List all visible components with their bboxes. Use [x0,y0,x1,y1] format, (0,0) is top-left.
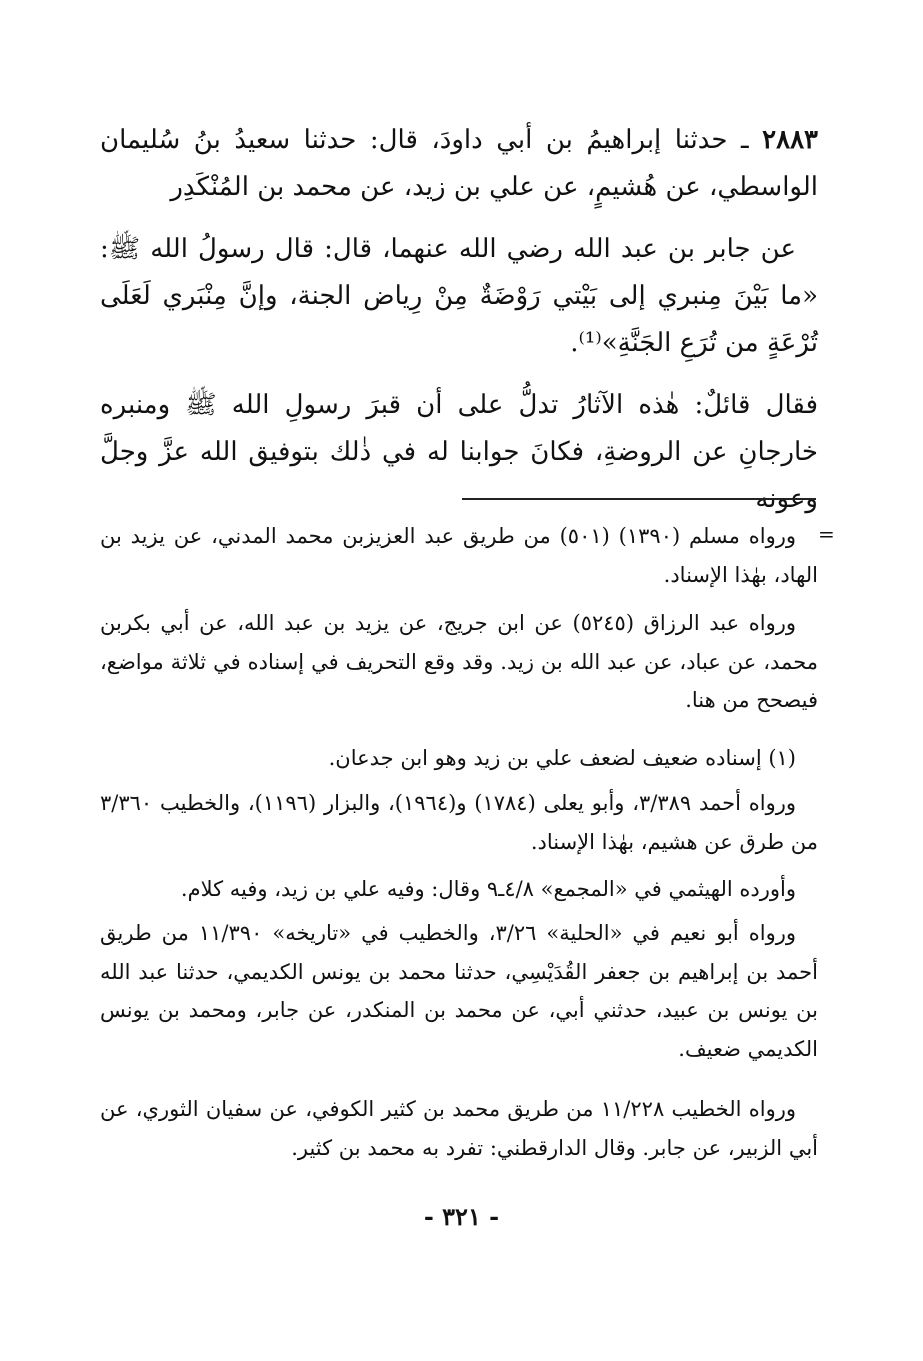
page-number: - ٣٢١ - [423,1202,500,1231]
hadith-chain-text: ـ حدثنا إبراهيمُ بن أبي داودَ، قال: حدثنا سعيدُ بنُ سُليمان الواسطي، عن هُشيمٍ، عن علي بن زيد، عن محمد بن المُنْكَدِر [100,125,818,202]
footnote-abdurrazzaq: ورواه عبد الرزاق (٥٢٤٥) عن ابن جريج، عن يزيد بن عبد الله، عن أبي بكربن محمد، عن عباد، عن عبد الله بن زيد. وقد وقع التحريف في إسناده في ثلاثة مواضع، فيصحح من هنا. [100,611,818,712]
footnote-1: (١) إسناده ضعيف لضعف علي بن زيد وهو ابن جدعان. [328,746,796,770]
paragraph-hadith-chain [100,117,818,211]
paragraph-hadith-text: عن جابر بن عبد الله رضي الله عنهما، قال: قال رسولُ الله ﷺ: «ما بَيْنَ مِنبري إلى بَيْتي رَوْضَةٌ مِنْ رِياض الجنة، وإنَّ مِنْبَري لَعَلَى تُرْعَةٍ من تُرَعِ الجَنَّةِ»⁽¹⁾. [100,234,818,358]
footnote-ahmad: ورواه أحمد ٣/٣٨٩، وأبو يعلى (١٧٨٤) و(١٩٦٤)، والبزار (١١٩٦)، والخطيب ٣/٣٦٠ من طرق عن هشيم، بهٰذا الإسناد. [100,791,818,854]
footnotes-block-3 [100,739,818,778]
main-text [100,117,818,211]
footnote-muslim: ورواه مسلم (١٣٩٠) (٥٠١) من طريق عبد العزيزبن محمد المدني، عن يزيد بن الهاد، بهٰذا الإسناد. [100,524,818,587]
footnote-abunuaym: ورواه أبو نعيم في «الحلية» ٣/٢٦، والخطيب في «تاريخه» ١١/٣٩٠ من طريق أحمد بن إبراهيم بن جعفر القُدَيْسِي، حدثنا محمد بن يونس الكديمي، حدثنا عبد الله بن يونس بن عبيد، حدثني أبي، عن محمد بن المنكدر، عن جابر، ومحمد بن يونس الكديمي ضعيف. [100,921,818,1061]
footnotes-block-5 [100,870,818,909]
footnote-haythami: وأورده الهيثمي في «المجمع» ٤/٨ـ٩ وقال: وفيه علي بن زيد، وفيه كلام. [180,877,796,901]
hadith-number: ٢٨٨٣ [762,125,818,155]
main-text-commentary [100,382,818,523]
footnote-khatib: ورواه الخطيب ١١/٢٢٨ من طريق محمد بن كثير الكوفي، عن سفيان الثوري، عن أبي الزبير، عن جابر. وقال الدارقطني: تفرد به محمد بن كثير. [100,1097,818,1160]
paragraph-commentary: فقال قائلٌ: هٰذه الآثارُ تدلُّ على أن قبرَ رسولِ الله ﷺ ومنبره خارجانِ عن الروضةِ، فكانَ جوابنا له في ذٰلك بتوفيق الله عزَّ وجلَّ وعونه [100,390,818,514]
footnotes-block-2 [100,604,818,720]
footnotes-block-4 [100,784,818,861]
footnotes-block-1 [100,517,818,594]
main-text-hadith [100,226,818,367]
footnote-divider [462,498,816,500]
footnote-continuation-mark: = [818,522,835,546]
footnotes-block-7 [100,1090,818,1167]
footnotes-block-6 [100,914,818,1068]
